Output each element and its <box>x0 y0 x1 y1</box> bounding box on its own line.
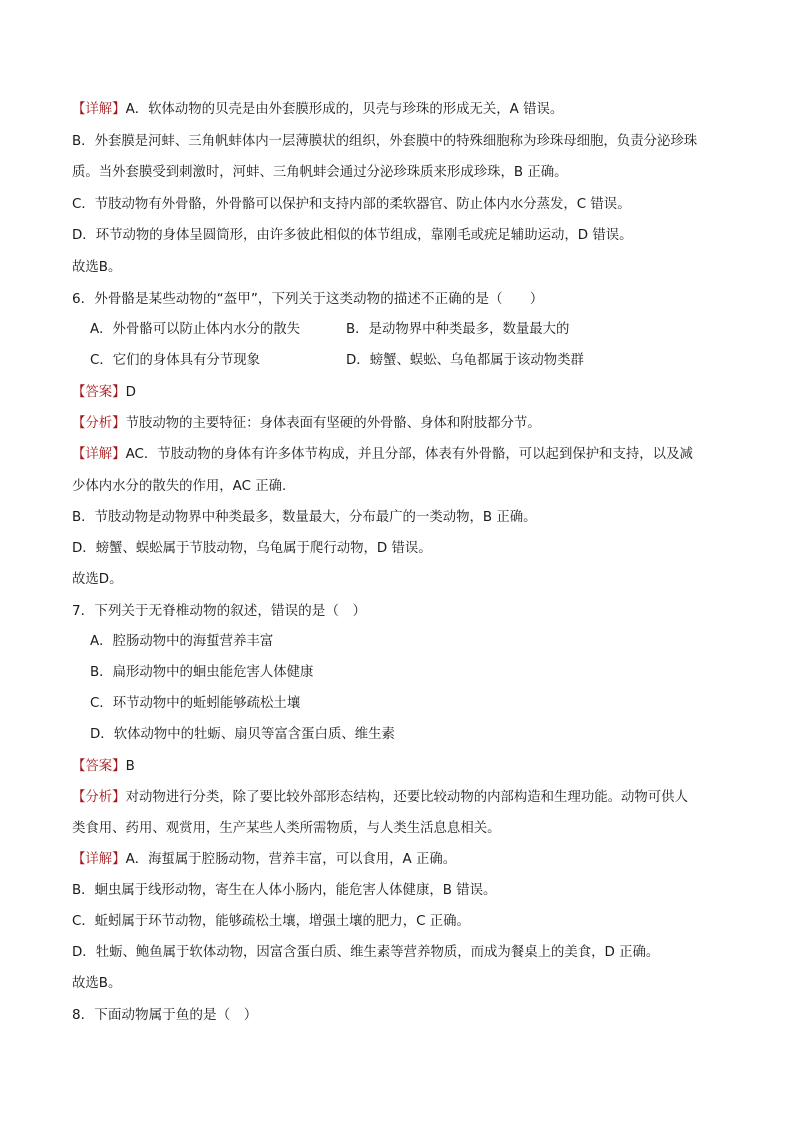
q7-option-d: D．软体动物中的牡蛎、扇贝等富含蛋白质、维生素 <box>90 727 395 742</box>
answer-tag: 【答案】 <box>72 759 126 774</box>
q7-option-a: A．腔肠动物中的海蜇营养丰富 <box>90 634 274 649</box>
q7-answer: 【答案】B <box>72 759 135 774</box>
q7-stem: 7．下列关于无脊椎动物的叙述，错误的是（ ） <box>72 603 367 619</box>
q7-option-c: C．环节动物中的蚯蚓能够疏松土壤 <box>90 696 301 711</box>
q6-option-b: B．是动物界中种类最多，数量最大的 <box>346 322 570 337</box>
detail-tag: 【详解】 <box>72 447 126 462</box>
q7-detail-4: D．牡蛎、鲍鱼属于软体动物，因富含蛋白质、维生素等营养物质，而成为餐桌上的美食，D 正确。 <box>72 945 660 960</box>
q7-analysis-1: 【分析】对动物进行分类，除了要比较外部形态结构，还要比较动物的内部构造和生理功能。动物可供人 <box>72 790 688 805</box>
prev-detail-line-b2: 质。当外套膜受到刺激时，河蚌、三角帆蚌会通过分泌珍珠质来形成珍珠，B 正确。 <box>72 165 568 180</box>
detail-tag: 【详解】 <box>72 102 126 117</box>
q6-analysis: 【分析】节肢动物的主要特征：身体表面有坚硬的外骨骼、身体和附肢都分节。 <box>72 416 541 431</box>
prev-detail-line-d: D．环节动物的身体呈圆筒形，由许多彼此相似的体节组成，靠刚毛或疣足辅助运动，D 错误。 <box>72 228 633 243</box>
q7-analysis-2: 类食用、药用、观赏用，生产某些人类所需物质，与人类生活息息相关。 <box>72 821 501 836</box>
q7-detail-1: 【详解】A．海蜇属于腔肠动物，营养丰富，可以食用，A 正确。 <box>72 852 457 867</box>
q7-conclusion: 故选B。 <box>72 976 122 991</box>
q6-option-c: C．它们的身体具有分节现象 <box>90 353 261 368</box>
q6-option-a: A．外骨骼可以防止体内水分的散失 <box>90 322 301 337</box>
q7-detail-3: C．蚯蚓属于环节动物，能够疏松土壤，增强土壤的肥力，C 正确。 <box>72 914 470 929</box>
q6-options-row-1 <box>90 320 734 340</box>
q7-option-b: B．扁形动物中的蛔虫能危害人体健康 <box>90 665 314 680</box>
q6-answer: 【答案】D <box>72 385 136 400</box>
q6-options-row-2 <box>90 351 734 371</box>
q6-stem: 6．外骨骼是某些动物的“盔甲”，下列关于这类动物的描述不正确的是（ ） <box>72 291 544 307</box>
analysis-tag: 【分析】 <box>72 790 126 805</box>
analysis-tag: 【分析】 <box>72 416 126 431</box>
q6-conclusion: 故选D。 <box>72 572 123 587</box>
q6-option-d: D．螃蟹、蜈蚣、乌龟都属于该动物类群 <box>346 353 584 368</box>
q6-detail-2: 少体内水分的散失的作用，AC 正确. <box>72 479 287 494</box>
q6-detail-1: 【详解】AC．节肢动物的身体有许多体节构成，并且分部，体表有外骨骼，可以起到保护和支持，以及减 <box>72 447 693 462</box>
prev-conclusion: 故选B。 <box>72 260 122 275</box>
q8-stem: 8．下面动物属于鱼的是（ ） <box>72 1007 258 1023</box>
q7-detail-2: B．蛔虫属于线形动物，寄生在人体小肠内，能危害人体健康，B 错误。 <box>72 883 497 898</box>
detail-tag: 【详解】 <box>72 852 126 867</box>
q6-detail-4: D．螃蟹、蜈蚣属于节肢动物，乌龟属于爬行动物，D 错误。 <box>72 541 432 556</box>
prev-detail-line-b1: B．外套膜是河蚌、三角帆蚌体内一层薄膜状的组织，外套膜中的特殊细胞称为珍珠母细胞，负责分泌珍珠 <box>72 134 698 149</box>
answer-tag: 【答案】 <box>72 385 126 400</box>
q6-detail-3: B．节肢动物是动物界中种类最多，数量最大，分布最广的一类动物，B 正确。 <box>72 510 537 525</box>
prev-detail-line-c: C．节肢动物有外骨骼，外骨骼可以保护和支持内部的柔软器官、防止体内水分蒸发，C 错误。 <box>72 197 631 212</box>
prev-detail-line-a: 【详解】A．软体动物的贝壳是由外套膜形成的，贝壳与珍珠的形成无关，A 错误。 <box>72 102 564 117</box>
